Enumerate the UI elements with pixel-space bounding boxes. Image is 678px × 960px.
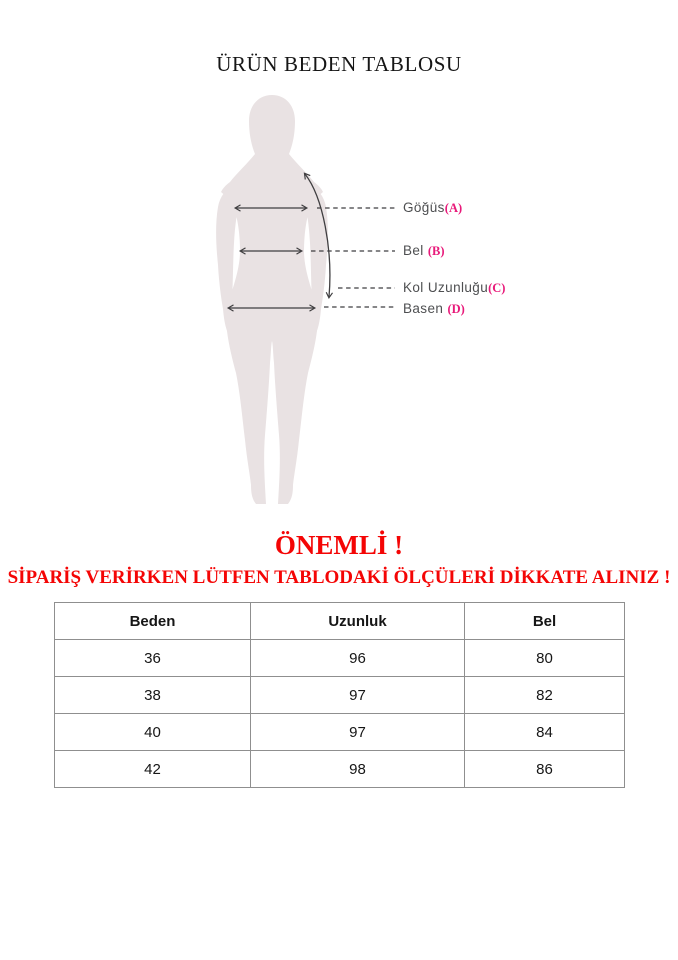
table-row: [55, 714, 625, 751]
measurement-code-c: (C): [488, 281, 506, 295]
warning-text: SİPARİŞ VERİRKEN LÜTFEN TABLODAKİ ÖLÇÜLERİ DİKKATE ALINIZ !: [7, 567, 671, 588]
table-cell: 86: [465, 751, 625, 788]
table-cell: 84: [465, 714, 625, 751]
table-cell: 96: [251, 640, 465, 677]
table-cell: 82: [465, 677, 625, 714]
table-cell: 42: [55, 751, 251, 788]
table-header-bel: Bel: [465, 603, 625, 640]
measurement-code-a: (A): [444, 201, 463, 215]
measurement-label-text: Kol Uzunluğu: [403, 280, 489, 295]
table-header-row: [55, 603, 625, 640]
measurement-code-b: (B): [427, 244, 445, 258]
female-silhouette: [221, 95, 323, 504]
measurement-code-d: (D): [447, 302, 465, 316]
table-row: [55, 751, 625, 788]
measurement-label-arm-length: [403, 279, 505, 297]
table-cell: 40: [55, 714, 251, 751]
table-cell: 97: [251, 714, 465, 751]
page-title: ÜRÜN BEDEN TABLOSU: [216, 52, 462, 76]
table-row: [55, 677, 625, 714]
important-heading: ÖNEMLİ !: [274, 530, 404, 560]
measurement-label-text: Göğüs: [403, 200, 445, 215]
table-cell: 38: [55, 677, 251, 714]
measurement-label-text: Basen: [403, 301, 448, 316]
table-cell: 36: [55, 640, 251, 677]
measurement-label-waist: [403, 242, 445, 260]
table-row: [55, 640, 625, 677]
table-header-beden: Beden: [55, 603, 251, 640]
measurement-label-text: Bel: [403, 243, 428, 258]
table-cell: 97: [251, 677, 465, 714]
table-cell: 80: [465, 640, 625, 677]
size-table: [54, 602, 625, 788]
measurement-label-chest: [403, 199, 462, 217]
body-measurement-diagram: [190, 85, 500, 510]
measurement-label-hip: [403, 300, 465, 318]
table-header-uzunluk: Uzunluk: [251, 603, 465, 640]
table-cell: 98: [251, 751, 465, 788]
